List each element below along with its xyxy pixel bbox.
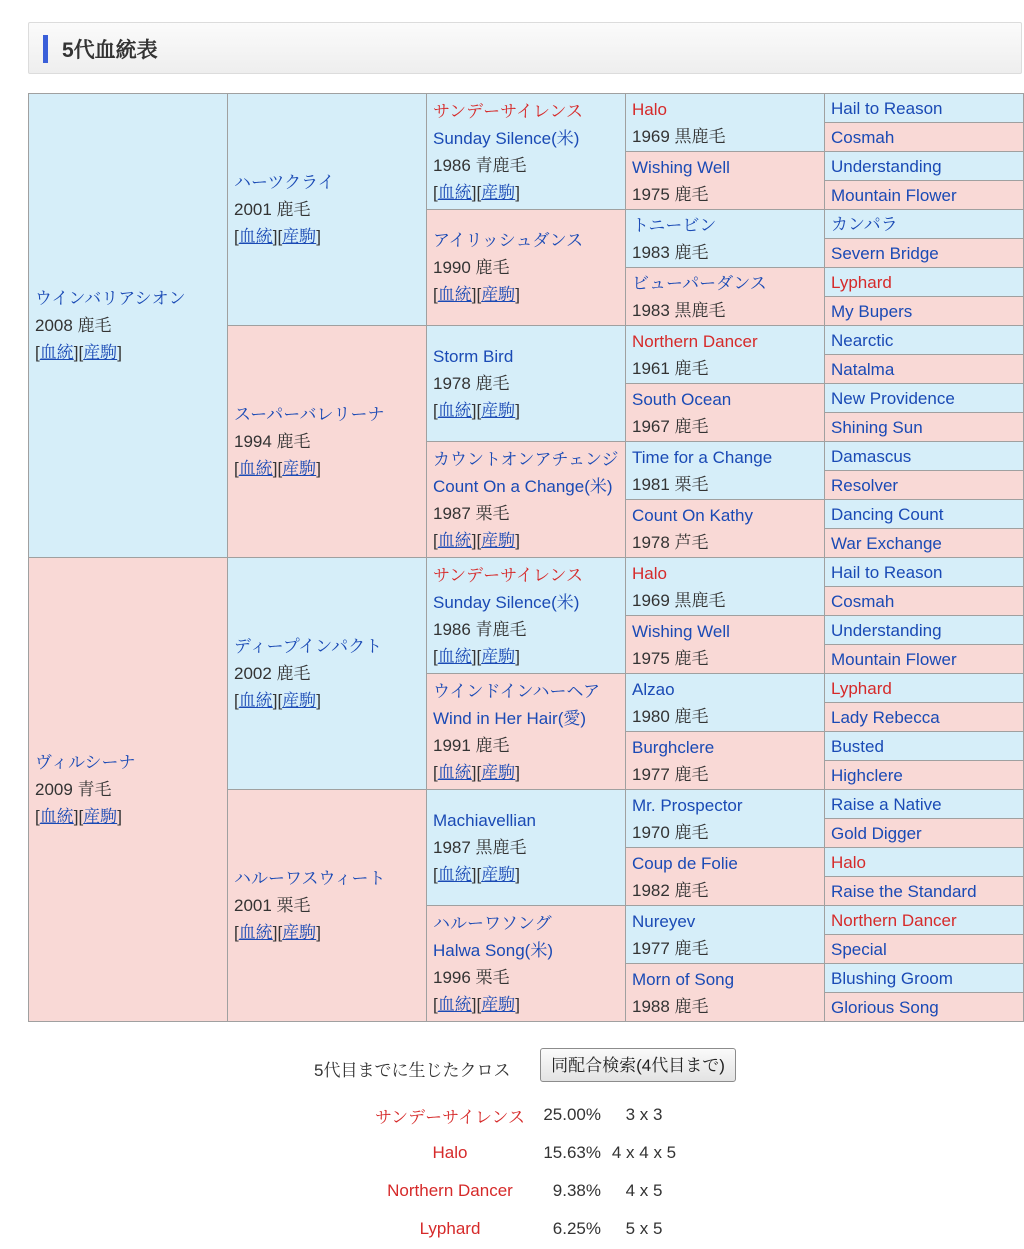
pedigree-cell-gen4 (626, 268, 825, 326)
horse-name-link[interactable]: Understanding (831, 620, 942, 640)
cross-percent: 25.00% (543, 1105, 601, 1124)
horse-year-color: 1980 鹿毛 (632, 706, 709, 726)
cross-percent: 6.25% (552, 1219, 601, 1238)
horse-english-name-link[interactable]: Sunday Silence(米) (433, 128, 580, 148)
pedigree-cell-gen5 (825, 210, 1024, 239)
pedigree-cell-gen4 (626, 152, 825, 210)
horse-name-link[interactable]: Lyphard (831, 678, 892, 698)
cross-row (365, 1134, 683, 1172)
pedigree-cell-gen4 (626, 384, 825, 442)
pedigree-link[interactable]: 血統 (39, 807, 74, 826)
pedigree-cell-gen4 (626, 964, 825, 1022)
horse-year-color: 1988 鹿毛 (632, 996, 709, 1016)
offspring-link[interactable]: 産駒 (481, 865, 516, 884)
horse-year-color: 1996 栗毛 (433, 967, 510, 987)
horse-name-link[interactable]: カウントオンアチェンジ (433, 449, 619, 469)
horse-year-color: 2001 栗毛 (234, 896, 311, 915)
pedigree-link[interactable]: 血統 (238, 459, 273, 478)
pedigree-cell-gen5 (825, 152, 1024, 181)
pedigree-cell-gen4 (626, 906, 825, 964)
horse-year-color: 1975 鹿毛 (632, 184, 709, 204)
horse-year-color: 1987 黒鹿毛 (433, 838, 527, 857)
offspring-link[interactable]: 産駒 (481, 182, 516, 202)
horse-name-link[interactable]: Hail to Reason (831, 562, 943, 582)
pedigree-cell-gen3 (427, 674, 626, 790)
horse-name-link[interactable]: Busted (831, 736, 884, 756)
horse-year-color: 2001 鹿毛 (234, 200, 311, 219)
pedigree-links: [血統][産駒] (433, 530, 520, 550)
pedigree-cell-gen5 (825, 355, 1024, 384)
horse-name-link[interactable]: ハルーワソング (433, 913, 552, 933)
horse-year-color: 1967 鹿毛 (632, 416, 709, 436)
horse-name-link[interactable]: Lady Rebecca (831, 707, 940, 727)
pedigree-links: [血統][産駒] (433, 762, 520, 782)
horse-name-link[interactable]: Lyphard (831, 272, 892, 292)
offspring-link[interactable]: 産駒 (282, 227, 317, 246)
pedigree-links: [血統][産駒] (234, 691, 321, 710)
pedigree-cell-gen4 (626, 732, 825, 790)
horse-year-color: 1969 黒鹿毛 (632, 590, 726, 610)
horse-name-link[interactable]: South Ocean (632, 389, 732, 409)
horse-name-link[interactable]: Blushing Groom (831, 968, 953, 988)
cross-label: 5代目までに生じたクロス (314, 1061, 511, 1080)
pedigree-cell-gen5 (825, 935, 1024, 964)
cross-percent: 15.63% (543, 1143, 601, 1162)
cross-generation: 5 x 5 (625, 1219, 663, 1238)
pedigree-cell-gen4 (626, 790, 825, 848)
horse-name-link[interactable]: My Bupers (831, 301, 913, 321)
pedigree-cell-gen2 (228, 790, 427, 1022)
pedigree-cell-gen3 (427, 94, 626, 210)
horse-name-link[interactable]: ハルーワスウィート (234, 869, 386, 888)
cross-generation: 4 x 4 x 5 (611, 1143, 677, 1162)
pedigree-cell-gen5 (825, 819, 1024, 848)
pedigree-cell-gen5 (825, 326, 1024, 355)
pedigree-cell-gen5 (825, 645, 1024, 674)
horse-year-color: 1987 栗毛 (433, 503, 510, 523)
horse-name-link[interactable]: ウインドインハーヘア (433, 681, 600, 701)
horse-name-link[interactable]: Halo (831, 852, 866, 872)
same-mating-search-button[interactable]: 同配合検索(4代目まで) (540, 1048, 736, 1082)
horse-name-link[interactable]: Coup de Folie (632, 853, 738, 873)
pedigree-links: [血統][産駒] (234, 923, 321, 942)
pedigree-links: [血統][産駒] (433, 401, 520, 420)
horse-name-link[interactable]: Northern Dancer (831, 910, 957, 930)
pedigree-cell-gen3 (427, 442, 626, 558)
horse-year-color: 1982 鹿毛 (632, 880, 709, 900)
horse-name-link[interactable]: Understanding (831, 156, 942, 176)
pedigree-cell-gen5 (825, 123, 1024, 152)
pedigree-links: [血統][産駒] (234, 227, 321, 246)
cross-horse-name[interactable]: Lyphard (419, 1219, 481, 1238)
horse-name-link[interactable]: Severn Bridge (831, 243, 939, 263)
pedigree-link[interactable]: 血統 (437, 865, 472, 884)
horse-name-link[interactable]: Nureyev (632, 911, 696, 931)
horse-year-color: 1970 鹿毛 (632, 822, 709, 842)
offspring-link[interactable]: 産駒 (481, 401, 516, 420)
horse-name-link[interactable]: New Providence (831, 388, 955, 408)
horse-name-link[interactable]: Alzao (632, 679, 675, 699)
pedigree-link[interactable]: 血統 (437, 182, 472, 202)
horse-name-link[interactable]: ディープインパクト (234, 637, 383, 656)
cross-row (365, 1096, 683, 1134)
horse-year-color: 2008 鹿毛 (35, 316, 112, 335)
horse-name-link[interactable]: ハーツクライ (234, 173, 335, 192)
pedigree-row (29, 94, 1024, 123)
horse-year-color: 1975 鹿毛 (632, 648, 709, 668)
horse-year-color: 1981 栗毛 (632, 474, 709, 494)
horse-name-link[interactable]: Burghclere (632, 737, 715, 757)
pedigree-cell-gen4 (626, 326, 825, 384)
horse-year-color: 1990 鹿毛 (433, 258, 510, 277)
cross-generation: 3 x 3 (625, 1105, 663, 1124)
pedigree-links: [血統][産駒] (234, 459, 321, 478)
pedigree-cell-gen5 (825, 558, 1024, 587)
pedigree-cell-gen2 (228, 94, 427, 326)
horse-year-color: 1986 青鹿毛 (433, 155, 527, 175)
section-header (28, 22, 1022, 74)
pedigree-cell-gen4 (626, 616, 825, 674)
horse-name-link[interactable]: Special (831, 939, 887, 959)
pedigree-cell-gen5 (825, 297, 1024, 326)
horse-english-name-link[interactable]: Sunday Silence(米) (433, 592, 580, 612)
pedigree-links: [血統][産駒] (433, 646, 520, 666)
pedigree-link[interactable]: 血統 (437, 530, 472, 550)
pedigree-link[interactable]: 血統 (238, 691, 273, 710)
pedigree-cell-gen5 (825, 268, 1024, 297)
horse-name-link[interactable]: Mountain Flower (831, 185, 957, 205)
cross-generation: 4 x 5 (625, 1181, 663, 1200)
horse-name-link[interactable]: Gold Digger (831, 823, 922, 843)
pedigree-links: [血統][産駒] (433, 994, 520, 1014)
pedigree-cell-gen3 (427, 906, 626, 1022)
pedigree-table (28, 93, 1024, 1022)
horse-year-color: 1961 鹿毛 (632, 358, 709, 378)
pedigree-cell-gen4 (626, 442, 825, 500)
horse-english-name-link[interactable]: Count On a Change(米) (433, 476, 613, 496)
offspring-link[interactable]: 産駒 (481, 285, 516, 304)
horse-year-color: 1969 黒鹿毛 (632, 126, 726, 146)
cross-row (365, 1210, 683, 1248)
pedigree-link[interactable]: 血統 (238, 923, 273, 942)
horse-year-color: 1977 鹿毛 (632, 764, 709, 784)
pedigree-cell-gen5 (825, 993, 1024, 1022)
horse-name-link[interactable]: Hail to Reason (831, 98, 943, 118)
pedigree-cell-gen5 (825, 181, 1024, 210)
horse-name-link[interactable]: Cosmah (831, 591, 895, 611)
horse-english-name-link[interactable]: Wind in Her Hair(愛) (433, 708, 587, 728)
pedigree-link[interactable]: 血統 (39, 343, 74, 362)
horse-name-link[interactable]: Nearctic (831, 330, 894, 350)
pedigree-cell-gen5 (825, 964, 1024, 993)
pedigree-cell-gen3 (427, 326, 626, 442)
horse-name-link[interactable]: Mountain Flower (831, 649, 957, 669)
pedigree-cell-gen3 (427, 210, 626, 326)
horse-name-link[interactable]: Damascus (831, 446, 912, 466)
horse-name-link[interactable]: トニービン (632, 215, 717, 235)
cross-table (365, 1096, 683, 1248)
pedigree-link[interactable]: 血統 (437, 401, 472, 420)
horse-name-link[interactable]: サンデーサイレンス (433, 565, 584, 585)
horse-name-link[interactable]: Cosmah (831, 127, 895, 147)
pedigree-cell-gen5 (825, 384, 1024, 413)
pedigree-cell-gen3 (427, 558, 626, 674)
horse-name-link[interactable]: Morn of Song (632, 969, 735, 989)
pedigree-cell-gen5 (825, 471, 1024, 500)
pedigree-links: [血統][産駒] (35, 807, 122, 826)
offspring-link[interactable]: 産駒 (481, 762, 516, 782)
horse-year-color: 1983 黒鹿毛 (632, 300, 726, 320)
horse-name-link[interactable]: Northern Dancer (632, 331, 758, 351)
header-accent-bar (43, 35, 48, 63)
horse-name-link[interactable]: ビューパーダンス (632, 273, 767, 293)
pedigree-cell-gen5 (825, 413, 1024, 442)
pedigree-cell-gen5 (825, 529, 1024, 558)
pedigree-cell-gen5 (825, 587, 1024, 616)
horse-name-link[interactable]: War Exchange (831, 533, 942, 553)
pedigree-cell-gen5 (825, 790, 1024, 819)
horse-name-link[interactable]: スーパーバレリーナ (234, 405, 385, 424)
horse-name-link[interactable]: Wishing Well (632, 157, 730, 177)
horse-name-link[interactable]: Halo (632, 563, 667, 583)
horse-name-link[interactable]: Raise a Native (831, 794, 942, 814)
horse-name-link[interactable]: サンデーサイレンス (433, 101, 584, 121)
offspring-link[interactable]: 産駒 (481, 530, 516, 550)
pedigree-links: [血統][産駒] (35, 343, 122, 362)
horse-year-color: 1991 鹿毛 (433, 735, 510, 755)
horse-name-link[interactable]: Count On Kathy (632, 505, 753, 525)
pedigree-link[interactable]: 血統 (437, 762, 472, 782)
pedigree-cell-gen2 (228, 326, 427, 558)
pedigree-cell-gen5 (825, 732, 1024, 761)
pedigree-cell-gen4 (626, 500, 825, 558)
pedigree-cell-gen4 (626, 558, 825, 616)
cross-row (365, 1172, 683, 1210)
cross-horse-name[interactable]: Northern Dancer (387, 1181, 513, 1200)
horse-name-link[interactable]: Storm Bird (433, 347, 514, 366)
offspring-link[interactable]: 産駒 (282, 691, 317, 710)
pedigree-cell-gen5 (825, 442, 1024, 471)
pedigree-row (29, 558, 1024, 587)
horse-year-color: 1986 青鹿毛 (433, 619, 527, 639)
horse-year-color: 1977 鹿毛 (632, 938, 709, 958)
horse-name-link[interactable]: Halo (632, 99, 667, 119)
horse-name-link[interactable]: Raise the Standard (831, 881, 977, 901)
pedigree-cell-gen5 (825, 761, 1024, 790)
pedigree-cell-gen1 (29, 558, 228, 1022)
offspring-link[interactable]: 産駒 (481, 646, 516, 666)
horse-name-link[interactable]: Mr. Prospector (632, 795, 743, 815)
pedigree-link[interactable]: 血統 (437, 994, 472, 1014)
horse-name-link[interactable]: Dancing Count (831, 504, 944, 524)
cross-horse-name[interactable]: Halo (432, 1143, 468, 1162)
pedigree-cell-gen5 (825, 848, 1024, 877)
pedigree-cell-gen5 (825, 500, 1024, 529)
pedigree-cell-gen4 (626, 848, 825, 906)
cross-horse-name[interactable]: サンデーサイレンス (374, 1107, 526, 1127)
pedigree-links: [血統][産駒] (433, 865, 520, 884)
horse-year-color: 2002 鹿毛 (234, 664, 311, 683)
pedigree-cell-gen2 (228, 558, 427, 790)
pedigree-cell-gen5 (825, 674, 1024, 703)
pedigree-cell-gen5 (825, 94, 1024, 123)
offspring-link[interactable]: 産駒 (481, 994, 516, 1014)
horse-year-color: 1994 鹿毛 (234, 432, 311, 451)
offspring-link[interactable]: 産駒 (282, 923, 317, 942)
horse-name-link[interactable]: Machiavellian (433, 811, 536, 830)
offspring-link[interactable]: 産駒 (282, 459, 317, 478)
horse-name-link[interactable]: Shining Sun (831, 417, 923, 437)
horse-english-name-link[interactable]: Halwa Song(米) (433, 940, 553, 960)
horse-year-color: 1978 鹿毛 (433, 374, 510, 393)
pedigree-cell-gen1 (29, 94, 228, 558)
pedigree-cell-gen3 (427, 790, 626, 906)
pedigree-cell-gen5 (825, 703, 1024, 732)
offspring-link[interactable]: 産駒 (83, 343, 118, 362)
offspring-link[interactable]: 産駒 (83, 807, 118, 826)
horse-name-link[interactable]: カンパラ (831, 214, 898, 234)
pedigree-link[interactable]: 血統 (238, 227, 273, 246)
horse-name-link[interactable]: Wishing Well (632, 621, 730, 641)
pedigree-cell-gen4 (626, 210, 825, 268)
horse-year-color: 2009 青毛 (35, 780, 112, 799)
horse-name-link[interactable]: Highclere (831, 765, 903, 785)
pedigree-link[interactable]: 血統 (437, 285, 472, 304)
pedigree-cell-gen5 (825, 877, 1024, 906)
pedigree-cell-gen5 (825, 616, 1024, 645)
cross-section-header (0, 1048, 1024, 1084)
pedigree-links: [血統][産駒] (433, 285, 520, 304)
pedigree-cell-gen5 (825, 906, 1024, 935)
horse-year-color: 1983 鹿毛 (632, 242, 709, 262)
horse-name-link[interactable]: Resolver (831, 475, 899, 495)
cross-percent: 9.38% (552, 1181, 601, 1200)
pedigree-cell-gen4 (626, 94, 825, 152)
pedigree-cell-gen4 (626, 674, 825, 732)
pedigree-links: [血統][産駒] (433, 182, 520, 202)
horse-year-color: 1978 芦毛 (632, 532, 709, 552)
horse-name-link[interactable]: Natalma (831, 359, 895, 379)
pedigree-cell-gen5 (825, 239, 1024, 268)
pedigree-link[interactable]: 血統 (437, 646, 472, 666)
horse-name-link[interactable]: ヴィルシーナ (35, 753, 136, 772)
horse-name-link[interactable]: Glorious Song (831, 997, 939, 1017)
page-title: 5代血統表 (62, 39, 158, 62)
horse-name-link[interactable]: Time for a Change (632, 447, 773, 467)
horse-name-link[interactable]: アイリッシュダンス (433, 231, 584, 250)
horse-name-link[interactable]: ウインバリアシオン (35, 289, 186, 308)
